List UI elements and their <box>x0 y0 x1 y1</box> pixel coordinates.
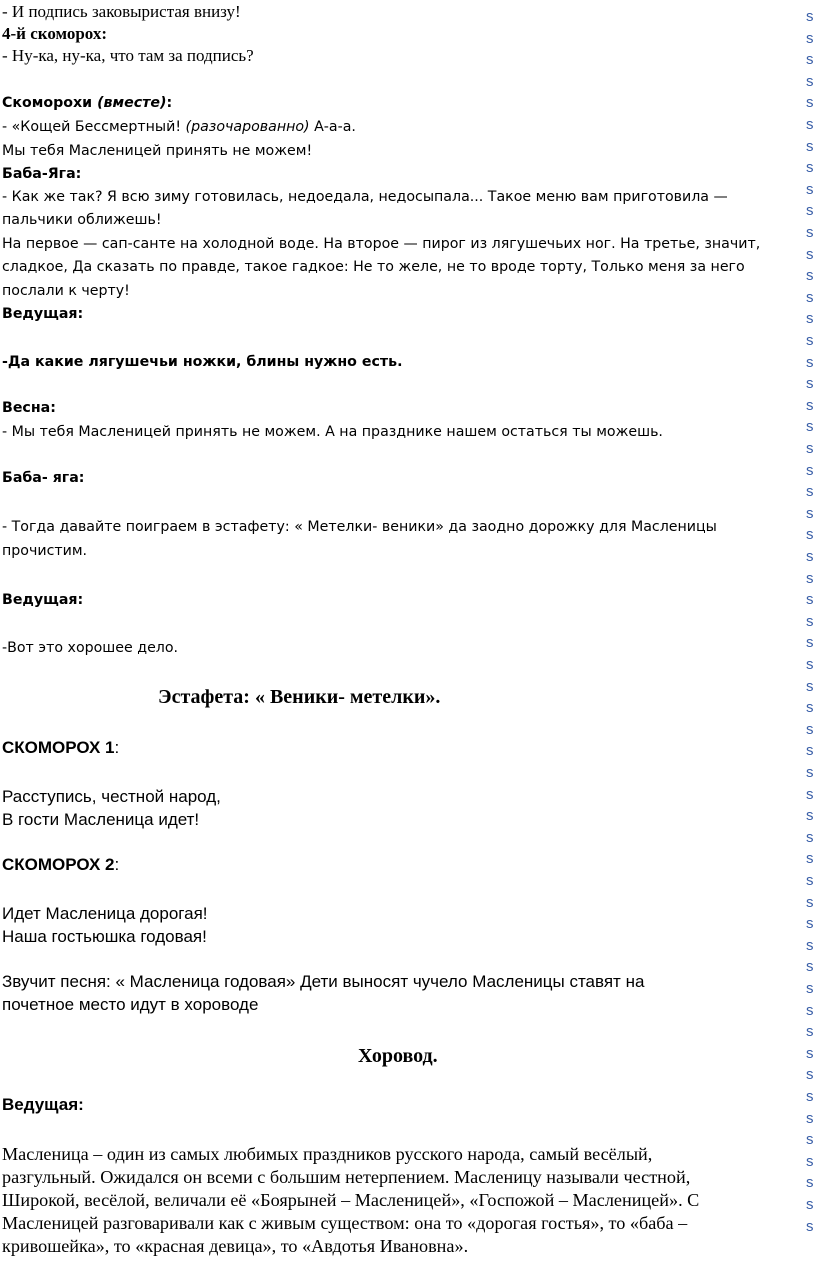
edge-char: s <box>806 224 814 241</box>
edge-char: s <box>806 1109 814 1127</box>
edge-char: s <box>806 440 814 457</box>
verse-line: Наша гостьюшка годовая! <box>2 927 207 946</box>
edge-char: s <box>806 29 814 47</box>
edge-char: s <box>806 828 814 846</box>
edge-char: s <box>806 526 814 544</box>
edge-char: s <box>806 461 814 479</box>
text-line: -Да какие лягушечьи ножки, блины нужно есть. <box>2 354 403 370</box>
text-line: прочистим. <box>2 543 88 559</box>
edge-char: s <box>806 1217 814 1235</box>
colon: : <box>166 95 173 111</box>
edge-char: s <box>806 418 814 436</box>
paragraph-line: Масленица – один из самых любимых праздников русского народа, самый весёлый, <box>2 1144 653 1164</box>
edge-char: s <box>806 8 814 25</box>
section-heading: Эстафета: « Веники- метелки». <box>158 686 441 708</box>
edge-char: s <box>806 1088 814 1105</box>
paragraph-line: Масленицей разговаривали как с живым существом: она то «дорогая гостья», то «баба – <box>2 1213 688 1233</box>
speaker-label: 4-й скоморох: <box>2 24 108 43</box>
speaker-label: Ведущая: <box>2 1095 84 1114</box>
text-line: - Мы тебя Масленицей принять не можем. А на празднике нашем остаться ты можешь. <box>2 424 663 440</box>
edge-char: s <box>806 569 814 587</box>
edge-char: s <box>806 504 814 522</box>
edge-char: s <box>806 785 814 803</box>
edge-char: s <box>806 310 814 328</box>
speaker-label: Ведущая: <box>2 306 84 322</box>
edge-char: s <box>806 872 814 889</box>
text-line: -Вот это хорошее дело. <box>2 640 179 656</box>
edge-char: s <box>806 893 814 911</box>
edge-char: s <box>806 180 814 198</box>
edge-char: s <box>806 332 814 349</box>
line-part: А-а-а. <box>309 119 356 135</box>
text-line: сладкое, Да сказать по правде, такое гадкое: Не то желе, не то вроде торту, Только меня за него <box>2 259 745 275</box>
edge-char: s <box>806 1023 814 1041</box>
edge-char: s <box>806 677 814 695</box>
edge-char: s <box>806 1196 814 1213</box>
text-line: - Ну-ка, ну-ка, что там за подпись? <box>2 46 254 65</box>
paragraph-line: кривошейка», то «красная девица», то «Авдотья Ивановна». <box>2 1236 469 1256</box>
edge-char: s <box>806 1044 814 1062</box>
speaker-label: Ведущая: <box>2 592 84 608</box>
text-line: - И подпись заковыристая внизу! <box>2 2 241 21</box>
edge-char: s <box>806 699 814 717</box>
speaker-label <box>2 95 172 111</box>
edge-char: s <box>806 958 814 976</box>
edge-char: s <box>806 591 814 609</box>
paragraph-line: разгульный. Ожидался он всеми с большим нетерпением. Масленицу называли честной, <box>2 1167 691 1187</box>
section-heading: Хоровод. <box>358 1045 438 1067</box>
edge-char: s <box>806 850 814 868</box>
speaker-name: СКОМОРОХ 1 <box>2 738 115 757</box>
edge-char: s <box>806 483 814 501</box>
text-line: пальчики оближешь! <box>2 212 162 228</box>
edge-char: s <box>806 1001 814 1019</box>
text-line: Звучит песня: « Масленица годовая» Дети выносят чучело Масленицы ставят на <box>2 972 645 991</box>
edge-char: s <box>806 202 814 220</box>
verse-line: Идет Масленица дорогая! <box>2 904 208 923</box>
edge-char: s <box>806 137 814 155</box>
edge-char: s <box>806 353 814 371</box>
edge-char: s <box>806 94 814 112</box>
edge-char: s <box>806 915 814 933</box>
edge-char: s <box>806 267 814 285</box>
edge-char: s <box>806 1174 814 1192</box>
text-line <box>2 119 356 135</box>
edge-char: s <box>806 742 814 760</box>
speaker-name: Скоморохи <box>2 95 98 111</box>
line-part: - «Кощей Бессмертный! <box>2 119 186 135</box>
text-line: почетное место идут в хороводе <box>2 995 259 1014</box>
edge-char: s <box>806 1131 814 1149</box>
edge-char: s <box>806 548 814 565</box>
edge-char: s <box>806 116 814 133</box>
paragraph-line: Широкой, весёлой, величали её «Боярыней – Масленицей», «Госпожой – Масленицей». С <box>2 1190 700 1210</box>
edge-char: s <box>806 245 814 263</box>
edge-char: s <box>806 51 814 69</box>
text-line: Мы тебя Масленицей принять не можем! <box>2 143 313 159</box>
edge-char: s <box>806 288 814 306</box>
text-line: - Тогда давайте поиграем в эстафету: « Метелки- веники» да заодно дорожку для Масленицы <box>2 519 717 535</box>
edge-char: s <box>806 936 814 954</box>
verse-line: В гости Масленица идет! <box>2 810 200 829</box>
speaker-label: Баба-Яга: <box>2 166 82 182</box>
text-line: На первое — сап-санте на холодной воде. На второе — пирог из лягушечьих ног. На третье, значит, <box>2 236 761 252</box>
edge-char: s <box>806 634 814 652</box>
colon: : <box>114 738 120 757</box>
edge-char: s <box>806 1152 814 1170</box>
edge-char: s <box>806 656 814 673</box>
stage-direction: (разочарованно) <box>185 119 310 135</box>
speaker-label: Баба- яга: <box>2 470 85 486</box>
speaker-name: СКОМОРОХ 2 <box>2 855 115 874</box>
text-line: послали к черту! <box>2 283 130 299</box>
speaker-label <box>2 738 119 758</box>
speaker-label: Весна: <box>2 400 56 416</box>
colon: : <box>114 855 120 874</box>
edge-char: s <box>806 980 814 997</box>
edge-char: s <box>806 72 814 90</box>
edge-char: s <box>806 375 814 393</box>
stage-direction: (вместе) <box>97 95 167 111</box>
edge-char: s <box>806 612 814 630</box>
verse-line: Расступись, честной народ, <box>2 787 221 806</box>
edge-char: s <box>806 1066 814 1084</box>
edge-char: s <box>806 764 814 781</box>
speaker-label <box>2 855 119 875</box>
edge-char: s <box>806 807 814 825</box>
edge-char: s <box>806 159 814 177</box>
edge-char: s <box>806 720 814 738</box>
edge-char: s <box>806 396 814 414</box>
text-line: - Как же так? Я всю зиму готовилась, недоедала, недосыпала... Такое меню вам приготовила — <box>2 189 728 205</box>
